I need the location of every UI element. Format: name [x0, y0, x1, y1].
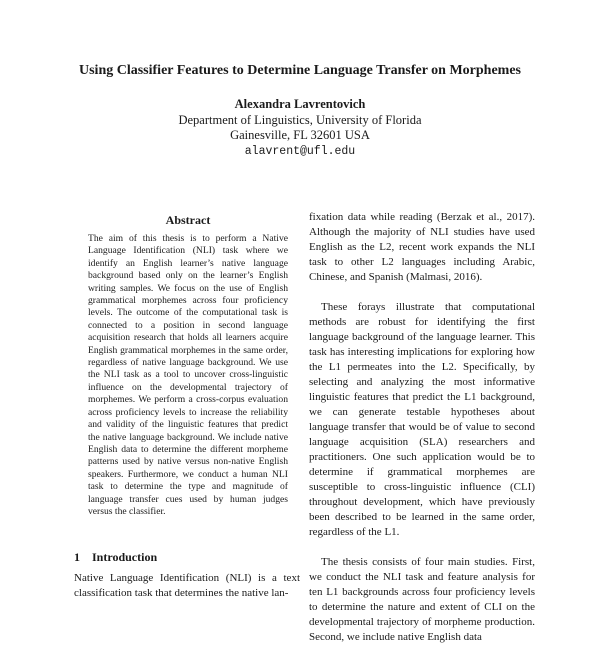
paragraph: These forays illustrate that computational methods are robust for identifying the first language background of the language learner. This task has interesting implications for exploring how the L1 permeates into the L2. Specifically, by selecting and analyzing the most informative linguistic features that predict the L1 background, we can generate testable hypotheses about language transfer that would be of value to second language acquisition (SLA) researchers and practitioners. One such application would be to determine if grammatical morphemes are susceptible to cross-linguistic influence (CLI) throughout development, which have previously been described to be learned in the same order, regardless of the L1. [309, 301, 535, 538]
paper-title: Using Classifier Features to Determine Language Transfer on Morphemes [79, 63, 521, 78]
paragraph: The thesis consists of four main studies. First, we conduct the NLI task and feature analysis for ten L1 backgrounds across four proficiency levels to determine the nature and extent of CLI on the developmental trajectory of morpheme production. Second, we include native English data [309, 556, 535, 643]
abstract-text: The aim of this thesis is to perform a Native Language Identification (NLI) task where we identify an English learner’s native language background based only on the learner’s English writing samples. We focus on the use of English grammatical morphemes across four proficiency levels. The outcome of the computational task is connected to a position in second language acquisition research that holds all learners acquire English grammatical morphemes in the same order, regardless of native language background. We use the NLI task as a tool to uncover cross-linguistic influence on the developmental trajectory of morphemes. We perform a cross-corpus evaluation across proficiency levels to increase the reliability and validity of the linguistic features that predict the native language background. We include native English data to determine the different morpheme patterns used by native versus non-native English speakers. Furthermore, we conduct a human NLI task to determine the type and magnitude of language transfer cues used by human judges versus the classifier. [88, 233, 288, 517]
paragraph-continued: fixation data while reading (Berzak et al., 2017). Although the majority of NLI studies have used English as the L2, recent work expands the NLI task to other L2 languages including Arabic, Chinese, and Spanish (Malmasi, 2016). [309, 211, 535, 283]
introduction-paragraph: Native Language Identification (NLI) is a text classification task that determines the native lan- [74, 572, 300, 599]
right-column [309, 210, 535, 645]
author-email[interactable]: alavrent@ufl.edu [244, 144, 356, 158]
author-address: Gainesville, FL 32601 USA [230, 128, 370, 142]
section-heading-introduction [74, 550, 157, 565]
author-affiliation: Department of Linguistics, University of Florida [178, 112, 422, 127]
abstract-heading: Abstract [165, 213, 211, 227]
author-block [0, 97, 600, 159]
section-title: Introduction [92, 550, 158, 564]
author-name: Alexandra Lavrentovich [234, 97, 366, 111]
section-number: 1 [74, 550, 80, 564]
